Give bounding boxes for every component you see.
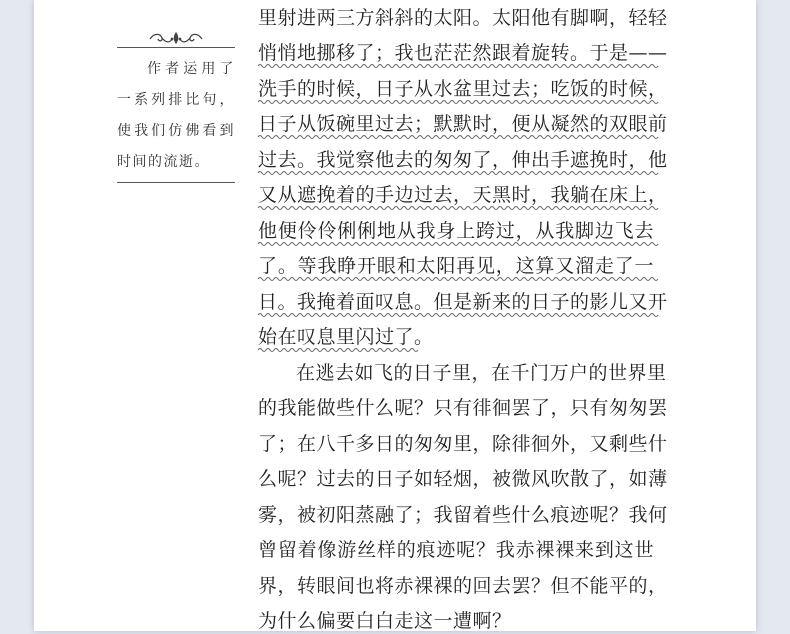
annotation-top-rule	[117, 47, 235, 48]
paragraph-first-line: 在逃去如飞的日子里，在千门万户的世界里	[296, 362, 667, 384]
text-line: 洗手的时候，日子从水盆里过去；吃饭的时候，	[258, 78, 668, 100]
text-line: 为什么偏要白白走这一遭啊？	[258, 610, 512, 632]
text-line: 雾，被初阳蒸融了；我留着些什么痕迹呢？我何	[258, 504, 668, 526]
text-line: 了；在八千多日的匆匆里，除徘徊外，又剩些什	[258, 433, 668, 455]
wavy-underline	[258, 312, 654, 318]
text-line: 又从遮挽着的手边过去，天黑时，我躺在床上，	[258, 184, 668, 206]
text-line: 么呢？过去的日子如轻烟，被微风吹散了，如薄	[258, 468, 668, 490]
text-line: 了。等我睁开眼和太阳再见，这算又溜走了一	[258, 255, 654, 277]
scroll-flourish-ornament	[148, 30, 204, 46]
text-line: 他便伶伶俐俐地从我身上跨过，从我脚边飞去	[258, 220, 654, 242]
wavy-underline	[258, 276, 654, 282]
text-line: 悄悄地挪移了；我也茫茫然跟着旋转。于是——	[258, 42, 668, 64]
text-line: 曾留着像游丝样的痕迹呢？我赤裸裸来到这世	[258, 539, 654, 561]
text-line: 日子从饭碗里过去；默默时，便从凝然的双眼前	[258, 113, 668, 135]
wavy-underline	[258, 134, 654, 140]
text-line: 过去。我觉察他去的匆匆了，伸出手遮挽时，他	[258, 149, 668, 171]
wavy-underline	[258, 347, 416, 353]
wavy-underline	[258, 241, 654, 247]
text-line: 日。我掩着面叹息。但是新来的日子的影儿又开	[258, 291, 668, 313]
text-line: 始在叹息里闪过了。	[258, 326, 434, 348]
annotation-bottom-rule	[117, 182, 235, 183]
side-annotation	[117, 30, 235, 183]
wavy-underline	[258, 170, 654, 176]
book-page	[34, 0, 756, 631]
annotation-text: 作者运用了一系列排比句，使我们仿佛看到时间的流逝。	[117, 61, 235, 170]
wavy-underline	[258, 205, 654, 211]
text-line: 界，转眼间也将赤裸裸的回去罢？但不能平的，	[258, 575, 668, 597]
wavy-underline	[258, 99, 654, 105]
wavy-underline	[258, 63, 654, 69]
text-line: 里射进两三方斜斜的太阳。太阳他有脚啊，轻轻	[258, 7, 668, 29]
text-line: 的我能做些什么呢？只有徘徊罢了，只有匆匆罢	[258, 397, 668, 419]
